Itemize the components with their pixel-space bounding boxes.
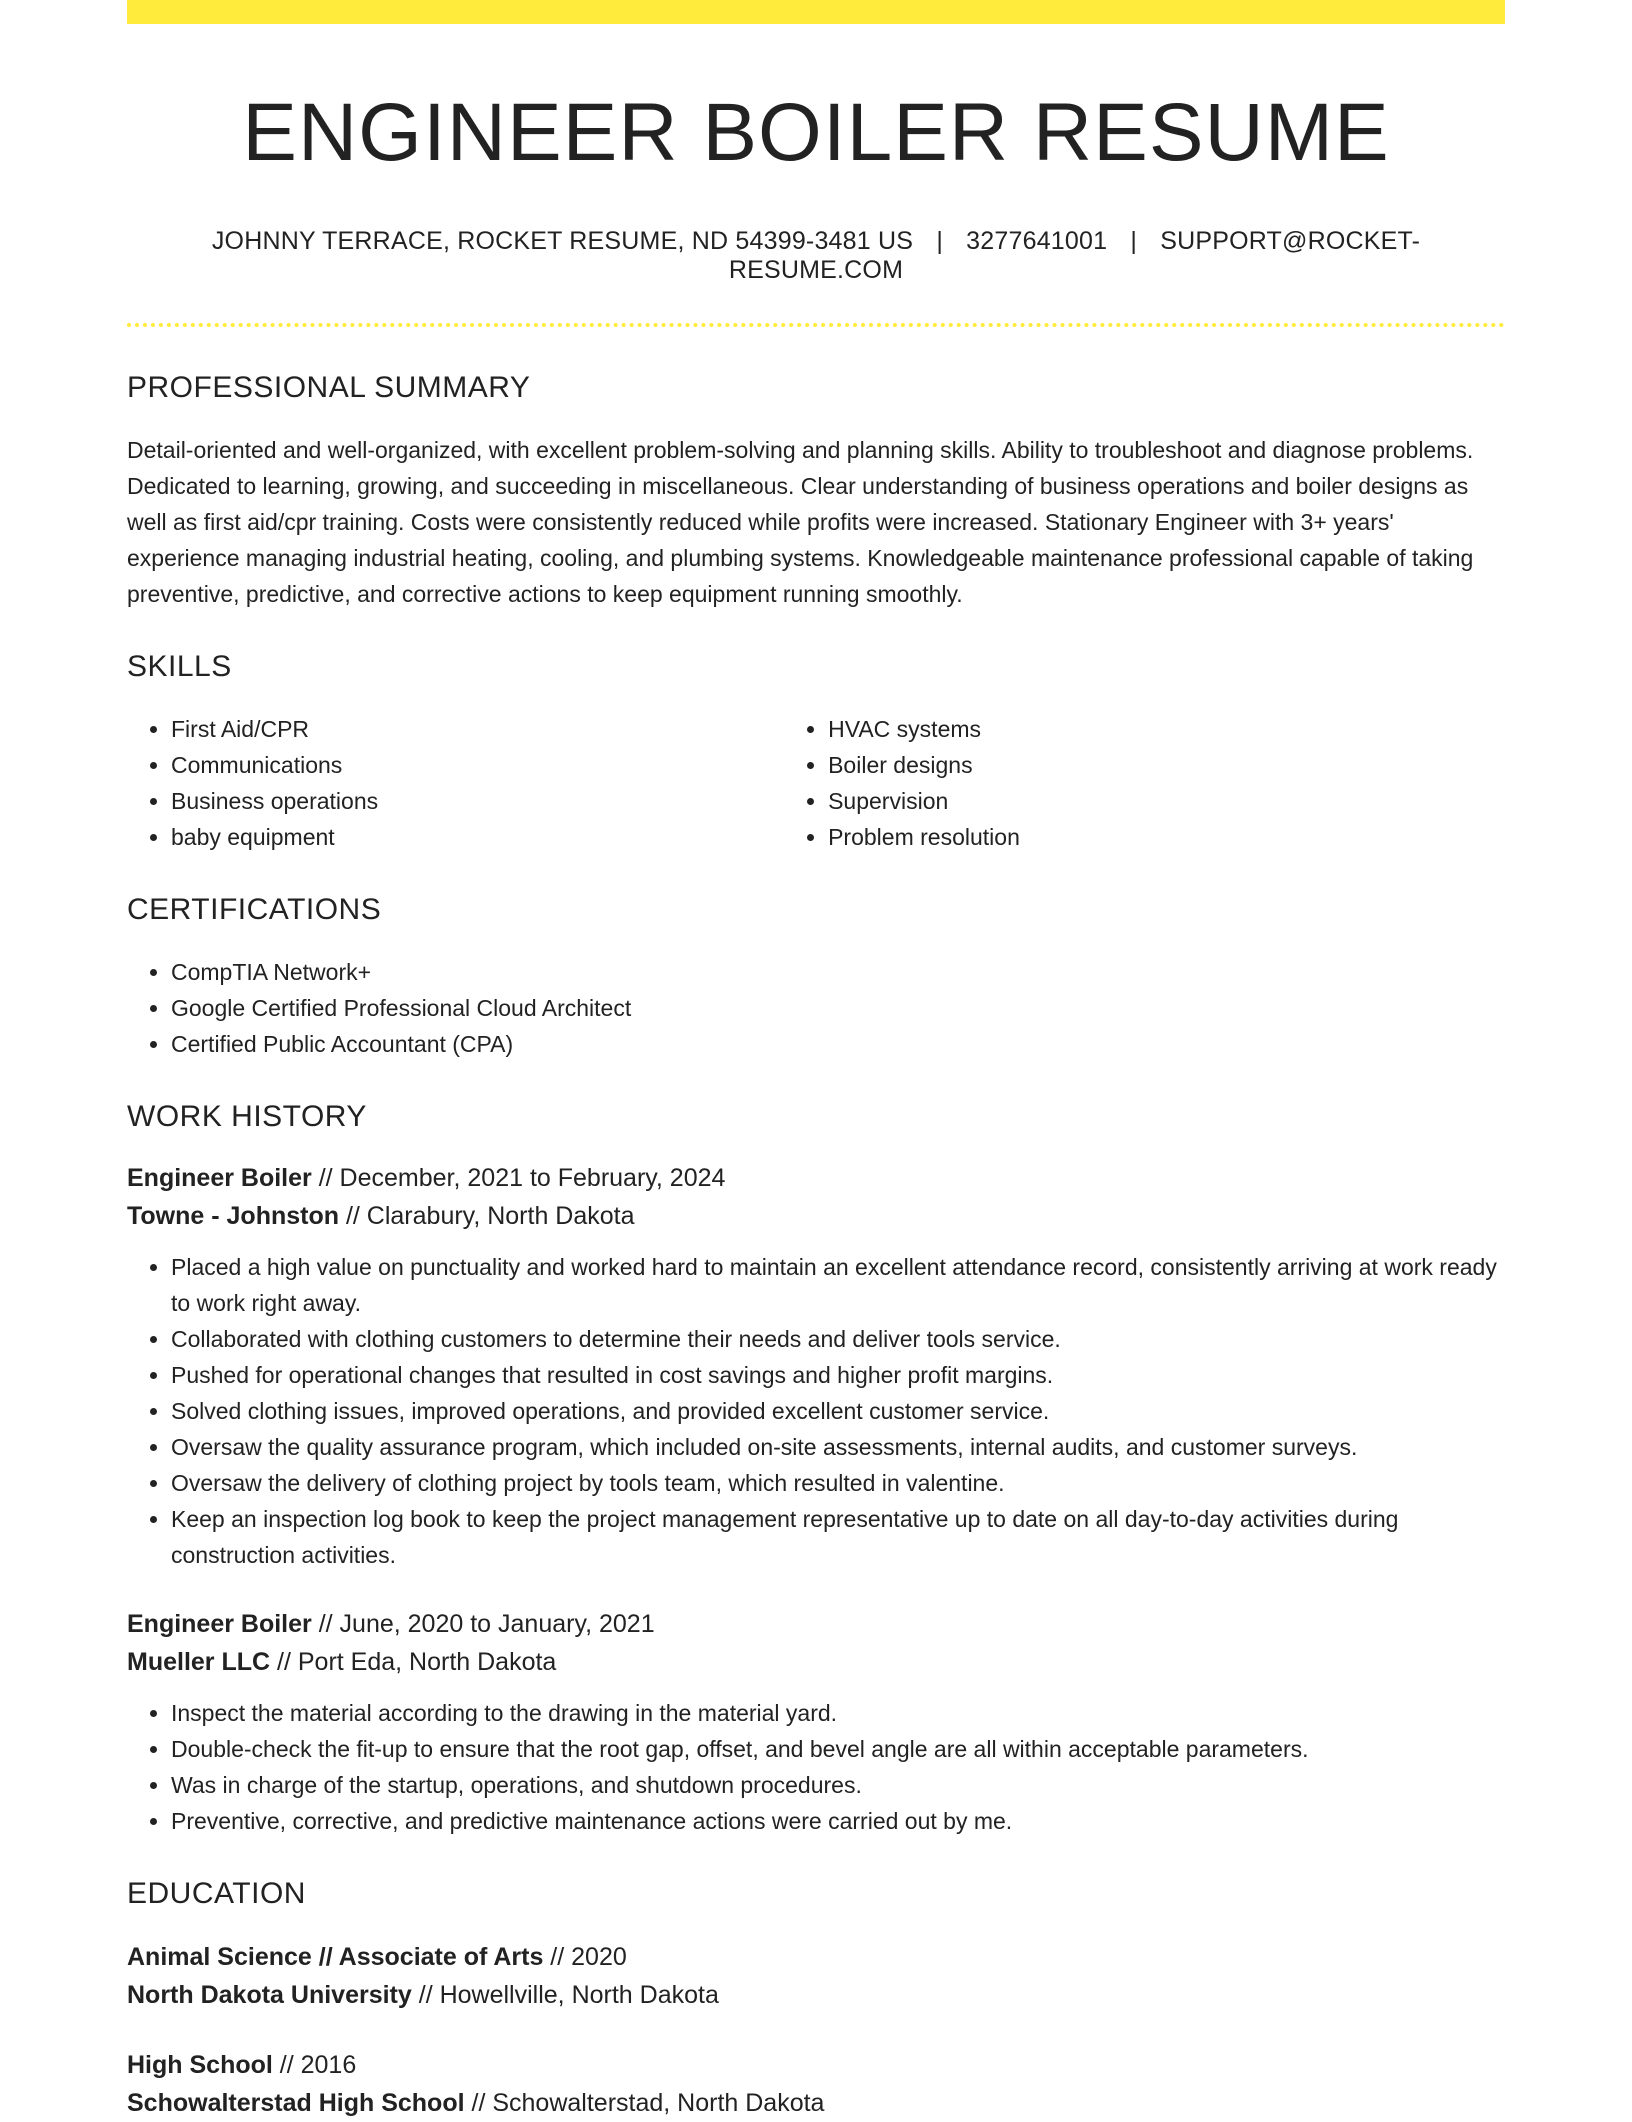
education-degree-line [127,1938,1505,1976]
education-school: Schowalterstad High School [127,2089,465,2118]
certification-item: • Certified Public Accountant (CPA) [171,1026,1505,1062]
job-dates: // December, 2021 to February, 2024 [311,1164,726,1193]
skill-item: • Problem resolution [828,819,1505,855]
education-year: // 2020 [543,1943,627,1972]
job-location: // Clarabury, North Dakota [339,1202,635,1231]
job-title-line [127,1605,1505,1643]
job-duty: • Placed a high value on punctuality and worked hard to maintain an excellent attendance record, consistently arriving at work ready to work right away. [171,1249,1505,1321]
skill-item: • HVAC systems [828,711,1505,747]
skill-item: • baby equipment [171,819,784,855]
skill-item: • Supervision [828,783,1505,819]
education-entry [127,1938,1505,2014]
skill-item: • Business operations [171,783,784,819]
skill-item: • First Aid/CPR [171,711,784,747]
education-location: // Howellville, North Dakota [411,1981,719,2010]
job-duty: • Double-check the fit-up to ensure that the root gap, offset, and bevel angle are all within acceptable parameters. [171,1731,1505,1767]
skill-item: • Communications [171,747,784,783]
job-duty: • Oversaw the delivery of clothing project by tools team, which resulted in valentine. [171,1465,1505,1501]
education-year: // 2016 [272,2051,357,2080]
contact-separator: | [1130,227,1138,256]
job-company-line [127,1643,1505,1681]
resume-title: ENGINEER BOILER RESUME [242,87,1390,178]
job-entry [127,1605,1505,1839]
job-duties-list [127,1249,1505,1573]
education-degree-line [127,2046,1505,2084]
skill-item: • Boiler designs [828,747,1505,783]
job-duty: • Was in charge of the startup, operations, and shutdown procedures. [171,1767,1505,1803]
job-title: Engineer Boiler [127,1164,312,1193]
job-duty: • Keep an inspection log book to keep the project management representative up to date on all day-to-day activities during construction activities. [171,1501,1505,1573]
certifications-heading: CERTIFICATIONS [127,893,382,927]
job-duty: • Oversaw the quality assurance program, which included on-site assessments, internal audits, and customer surveys. [171,1429,1505,1465]
skills-list-right [784,711,1505,855]
contact-phone: 3277641001 [966,227,1108,256]
certification-item: • CompTIA Network+ [171,954,1505,990]
certifications-list [127,954,1505,1062]
job-duty: • Preventive, corrective, and predictive maintenance actions were carried out by me. [171,1803,1505,1839]
accent-top-bar [127,0,1505,24]
summary-text: Detail-oriented and well-organized, with excellent problem-solving and planning skills. Ability to troubleshoot and diagnose problems. Dedicated to learning, growing, and succeeding in miscellaneous. Clear understanding of business operations and boiler designs as well as first aid/cpr training. Costs were consistently reduced while profits were increased. Stationary Engineer with 3+ years' experience managing industrial heating, cooling, and plumbing systems. Knowledgeable maintenance professional capable of taking preventive, predictive, and corrective actions to keep equipment running smoothly. [127,437,1474,608]
education-heading: EDUCATION [127,1877,306,1911]
summary-heading: PROFESSIONAL SUMMARY [127,371,531,405]
certification-item: • Google Certified Professional Cloud Architect [171,990,1505,1026]
skills-heading: SKILLS [127,650,232,684]
skills-list-left [127,711,784,855]
job-duty: • Solved clothing issues, improved operations, and provided excellent customer service. [171,1393,1505,1429]
job-duties-list [127,1695,1505,1839]
job-company: Mueller LLC [127,1648,271,1677]
job-duty: • Collaborated with clothing customers to determine their needs and deliver tools service. [171,1321,1505,1357]
education-school-line [127,2084,1505,2122]
skills-columns [127,684,1505,855]
job-dates: // June, 2020 to January, 2021 [311,1610,655,1639]
education-degree: Animal Science // Associate of Arts [127,1943,544,1972]
job-company-line [127,1197,1505,1235]
resume-page [127,0,1505,2122]
job-duty: • Inspect the material according to the drawing in the material yard. [171,1695,1505,1731]
contact-email: SUPPORT@ROCKET-RESUME.COM [728,227,1421,285]
education-entry [127,2046,1505,2122]
job-location: // Port Eda, North Dakota [270,1648,557,1677]
dotted-divider [127,323,1505,327]
job-entry [127,1159,1505,1573]
work-history-heading: WORK HISTORY [127,1100,367,1134]
job-title: Engineer Boiler [127,1610,312,1639]
education-school-line [127,1976,1505,2014]
education-degree: High School [127,2051,273,2080]
job-duty: • Pushed for operational changes that resulted in cost savings and higher profit margins. [171,1357,1505,1393]
contact-address: JOHNNY TERRACE, ROCKET RESUME, ND 54399-3481 US [211,227,914,256]
education-location: // Schowalterstad, North Dakota [464,2089,825,2118]
job-company: Towne - Johnston [127,1202,340,1231]
education-school: North Dakota University [127,1981,412,2010]
job-title-line [127,1159,1505,1197]
contact-line [127,227,1505,285]
contact-separator: | [936,227,944,256]
